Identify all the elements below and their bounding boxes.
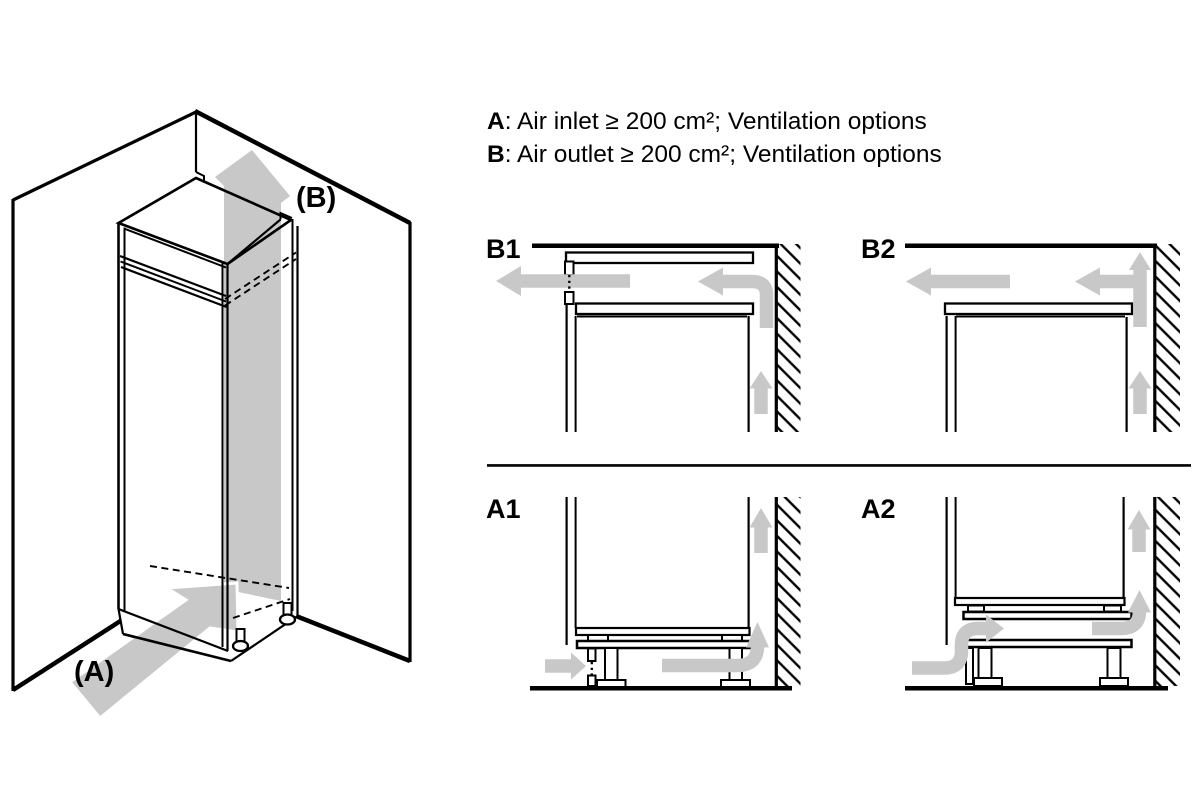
airflow-arrow-left-icon	[496, 266, 630, 296]
airflow-arrow-left-icon	[906, 268, 1010, 296]
wall-hatch	[778, 497, 801, 686]
appliance-foot	[1104, 606, 1121, 612]
legend-key-b: B	[487, 140, 505, 168]
isometric-niche-diagram	[13, 111, 410, 718]
wall-hatch	[1156, 497, 1180, 686]
diagram-a1	[530, 497, 801, 688]
worktop-panel	[566, 253, 753, 264]
leg-foot-plate	[721, 680, 750, 687]
front-trim-upper	[565, 262, 574, 276]
niche-floor-board	[577, 641, 757, 648]
legend-line-air-outlet	[487, 139, 942, 172]
plinth-leg	[605, 648, 618, 680]
iso-label-air-inlet: (A)	[74, 656, 115, 688]
legend-line-air-inlet	[487, 106, 942, 139]
legend	[487, 106, 942, 171]
airflow-arrow-left-icon	[1075, 268, 1143, 296]
plinth-leg	[979, 648, 992, 678]
plinth-leg	[1108, 648, 1121, 678]
diagram-a2	[905, 497, 1180, 688]
iso-label-air-outlet: (B)	[296, 182, 337, 214]
appliance-bottom	[576, 628, 750, 635]
airflow-corner-arrow-icon	[698, 268, 767, 329]
leg-foot-plate	[597, 680, 626, 687]
plinth-vent-trim-upper	[588, 649, 596, 662]
diagram-b2	[905, 244, 1180, 432]
air-outlet-chimney-arrow-icon	[215, 150, 290, 601]
panel-label-a2: A2	[861, 494, 896, 524]
legend-text-b: : Air outlet ≥ 200 cm²; Ventilation options	[504, 140, 942, 168]
appliance-top-panel	[945, 304, 1132, 315]
appliance-foot	[968, 606, 984, 612]
airflow-arrow-up-icon	[1129, 371, 1152, 414]
leg-foot-plate	[974, 678, 1002, 686]
front-trim-lower	[565, 292, 574, 304]
appliance-top-panel	[576, 304, 753, 315]
airflow-arrow-up-icon	[1129, 252, 1151, 327]
panel-label-b1: B1	[486, 234, 521, 264]
panel-label-a1: A1	[486, 494, 521, 524]
airflow-arrow-up-icon	[750, 371, 773, 414]
legend-text-a: : Air inlet ≥ 200 cm²; Ventilation options	[504, 108, 927, 135]
leg-foot-plate	[1100, 678, 1128, 686]
wall-hatch	[778, 244, 801, 432]
plinth-vent-trim-lower	[588, 676, 596, 687]
appliance-bottom	[955, 598, 1125, 605]
legend-key-a: A	[487, 108, 505, 135]
panel-label-b2: B2	[861, 234, 896, 264]
airflow-arrow-right-icon	[545, 653, 586, 680]
airflow-arrow-up-icon	[750, 508, 773, 553]
airflow-arrow-up-icon	[1128, 510, 1151, 552]
plinth-deck-board	[964, 640, 1132, 647]
diagram-b1	[496, 244, 801, 432]
wall-hatch	[1156, 244, 1180, 432]
